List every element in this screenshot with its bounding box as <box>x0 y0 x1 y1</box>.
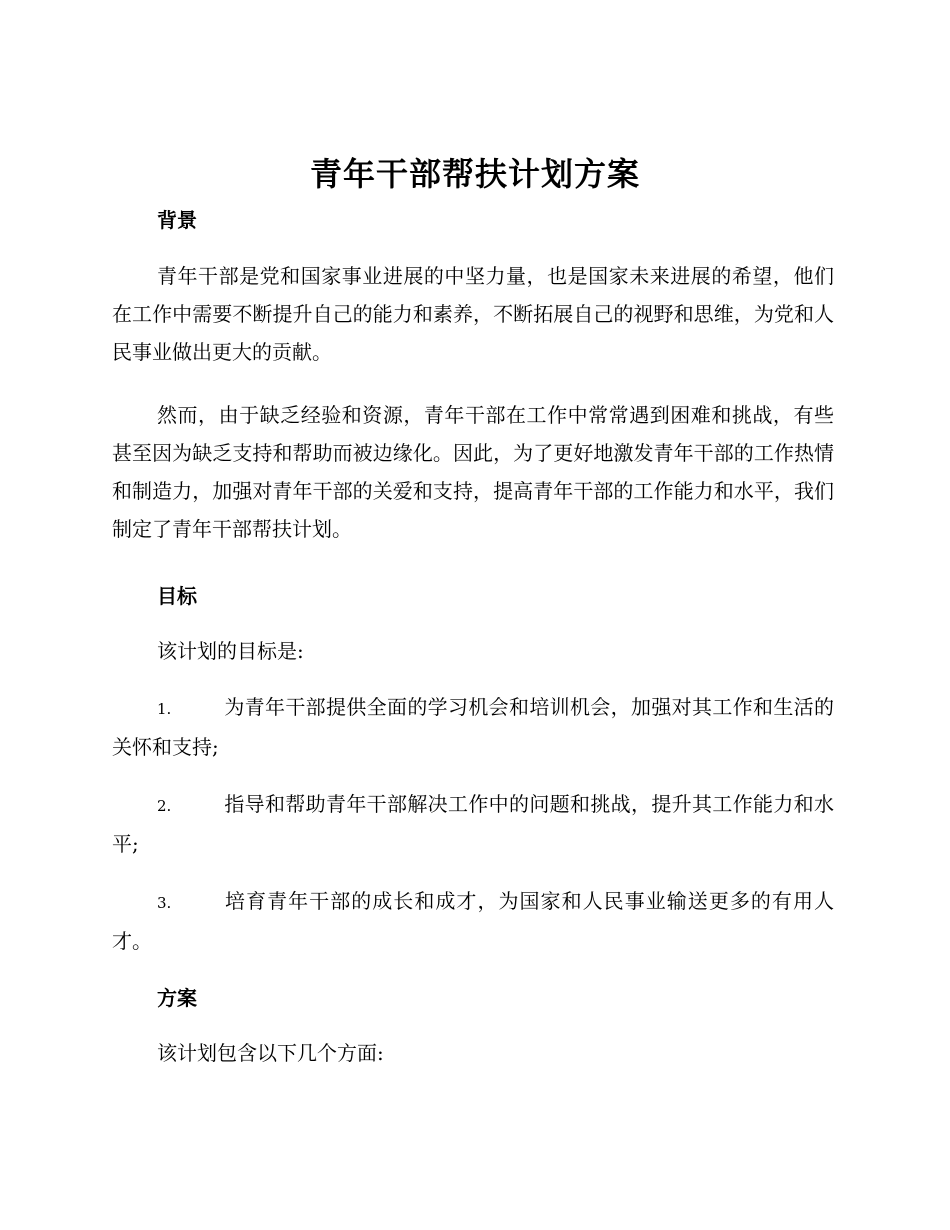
goal-number-3: 3. <box>157 894 172 912</box>
goal-item-3 <box>112 882 834 960</box>
section-heading-background: 背景 <box>157 208 197 232</box>
paragraph-background-1: 青年干部是党和国家事业进展的中坚力量，也是国家未来进展的希望，他们在工作中需要不断提升自己的能力和素养，不断拓展自己的视野和思维，为党和人民事业做出更大的贡献。 <box>112 264 834 364</box>
goal-text-3: 培育青年干部的成长和成才，为国家和人民事业输送更多的有用人才。 <box>112 889 834 953</box>
goal-text-1: 为青年干部提供全面的学习机会和培训机会，加强对其工作和生活的关怀和支持; <box>112 695 834 759</box>
paragraph-background-2: 然而，由于缺乏经验和资源，青年干部在工作中常常遇到困难和挑战，有些甚至因为缺乏支持和帮助而被边缘化。因此，为了更好地激发青年干部的工作热情和制造力，加强对青年干部的关爱和支持，提高青年干部的工作能力和水平，我们制定了青年干部帮扶计划。 <box>112 403 834 541</box>
goal-text-2: 指导和帮助青年干部解决工作中的问题和挑战，提升其工作能力和水平; <box>112 792 834 856</box>
plan-intro: 该计划包含以下几个方面: <box>157 1041 384 1065</box>
goals-intro: 该计划的目标是: <box>157 639 304 663</box>
goal-number-2: 2. <box>157 797 172 815</box>
goal-number-1: 1. <box>157 700 172 718</box>
goal-item-1 <box>112 688 834 766</box>
section-heading-goals: 目标 <box>157 584 197 608</box>
section-heading-plan: 方案 <box>157 986 197 1010</box>
document-title: 青年干部帮扶计划方案 <box>309 155 640 193</box>
goal-item-2 <box>112 785 834 863</box>
